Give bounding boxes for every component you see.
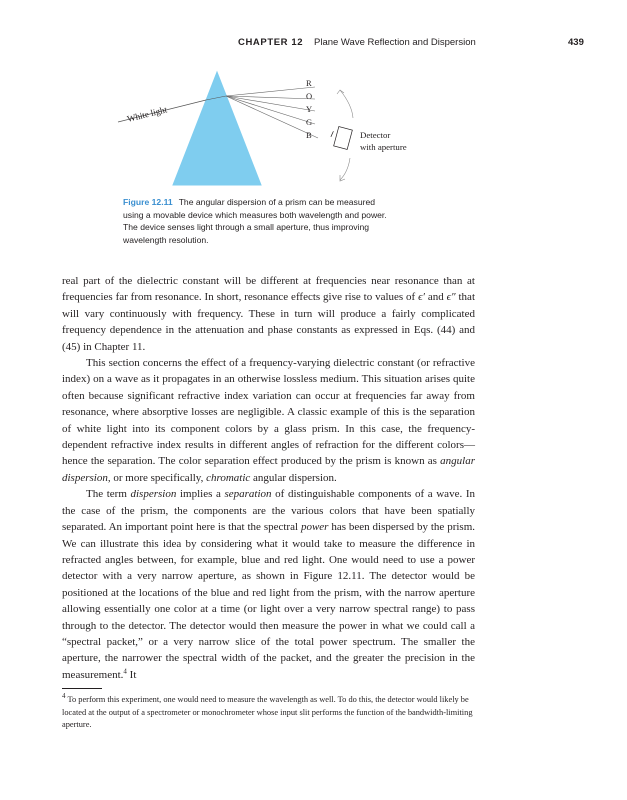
footnote-ref[interactable]: 4 [123,667,127,676]
figure-caption [123,196,393,246]
p3-text-e: It [126,668,137,681]
chapter-label: CHAPTER 12 [238,37,304,48]
paragraph-3 [62,486,475,683]
color-label-o: O [306,91,313,101]
running-header [0,37,627,51]
color-label-g: G [306,117,313,127]
p1-text-a: real part of the dielectric constant will be different at frequencies near resonance than at frequencies far from resonance. In short, resonance effects give rise to values of [62,275,475,304]
ray-g [226,96,315,124]
ray-r [226,87,315,96]
p3-text-b: implies a [176,488,225,501]
detector-label: Detector [360,130,391,140]
p1-text-b: that will vary continuously with frequency. These in turn will produce a fairly complicated frequency dependence in the attenuation and phase constants as expressed in Eqs. (44) and (45) in Chapter 11. [62,291,476,353]
paragraph-1 [62,273,475,355]
p2-text-b: or more specifically, [110,471,207,484]
figure-caption-text: The angular dispersion of a prism can be measured using a movable device which measures both wavelength and power. The device senses light through a small aperture, thus improving wavelength resolution. [123,197,387,245]
body-text [62,273,475,683]
p3-text-c: of distinguishable components of a wave. In the case of the prism, the components are the various colors that have been spatially separated. An important point here is that the spectral [62,488,475,534]
p1-and: and [424,291,447,304]
p3-text-d: has been dispersed by the prism. We can illustrate this idea by considering what it would take to measure the difference in refracted angles between, for example, blue and red light. One would need to use a power detector with a very narrow aperture, as shown in Figure 12.11. The detector would be positioned at the locations of the blue and red light from the prism, with the narrow aperture allowing essentially one color at a time (or light over a very narrow spectral range) to pass through to the detector. The detector would then measure the power in what we could call a “spectral packet,” or a very narrow slice of the total power spectrum. The smaller the aperture, the narrower the spectral width of the packet, and the greater the precision in the measurement. [62,521,476,681]
p3-emphasis-2: separation [224,488,272,501]
prism-dispersion-figure [100,60,430,195]
detector-sublabel: with aperture [360,142,407,152]
footnote-text: To perform this experiment, one would need to measure the wavelength as well. To do this, the detector would likely be located at the output of a spectrometer or monochrometer whose input slit performs the function of the bandwidth-limiting aperture. [62,695,473,730]
paragraph-2 [62,355,475,486]
color-label-y: Y [306,104,313,114]
chapter-title: Plane Wave Reflection and Dispersion [314,37,476,48]
epsilon-double-prime: ϵ″ [446,291,456,304]
page-number: 439 [568,37,584,48]
white-light-label: White light [126,104,169,124]
p2-emphasis-1: angular dispersion, [62,455,475,484]
detector-aperture [331,131,334,137]
footnote-rule [62,688,102,689]
p2-text-a: This section concerns the effect of a frequency-varying dielectric constant (or refractive index) on a wave as it propagates in an otherwise lossless medium. This situation arises quite often because significant refractive index variation can occur at frequencies far away from resonance, where absorptive losses are negligible. A classic example of this is the separation of white light into its component colors by a glass prism. In this case, the frequency-dependent refractive index results in different angles of refraction for the different colors—hence the separation. The color separation effect produced by the prism is known as [62,357,475,468]
detector-body [334,127,353,150]
color-label-b: B [306,130,312,140]
p2-emphasis-2: chromatic [206,471,251,484]
p3-emphasis-3: power [300,521,329,534]
epsilon-prime: ϵ′ [418,291,425,304]
figure-label: Figure 12.11 [123,197,173,207]
color-label-r: R [306,78,312,88]
footnote [62,694,475,732]
p3-text-a: The term [86,488,131,501]
detector [331,127,352,150]
footnote-number: 4 [62,692,66,701]
p2-text-c: angular dispersion. [250,471,337,484]
p3-emphasis-1: dispersion [130,488,177,501]
prism [173,72,261,185]
